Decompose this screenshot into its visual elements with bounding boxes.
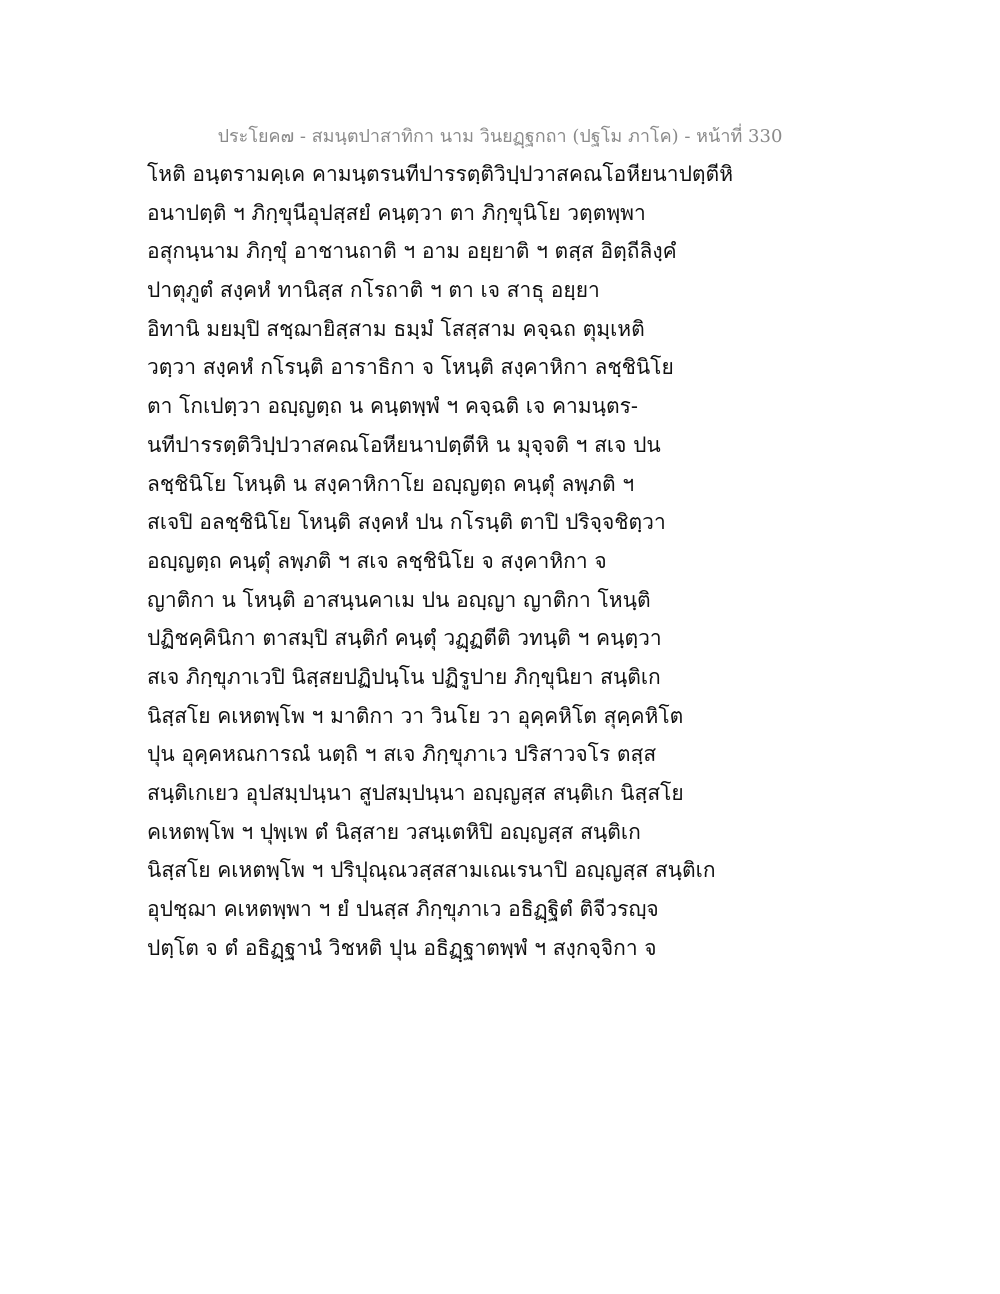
text-line: นิสฺสโย คเหตพฺโพ ฯ มาติกา วา วินโย วา อุคฺคหิโต สุคฺคหิโต [147,703,684,728]
text-line: ตา โกเปตฺวา อญฺญตฺถ น คนฺตพฺพํ ฯ คจฺฉติ เจ คามนฺตร- [147,394,639,419]
text-line: สเจปิ อลชฺชินิโย โหนฺติ สงฺคหํ ปน กโรนฺติ ตาปิ ปริจฺจชิตฺวา [147,510,666,535]
running-header: ประโยค๗ - สมนฺตปาสาทิกา นาม วินยฏฺฐกถา (ปฐโม ภาโค) - หน้าที่ 330 [217,126,783,147]
text-line: สเจ ภิกฺขุภาเวปิ นิสฺสยปฏิปนฺโน ปฏิรูปาย ภิกฺขุนิยา สนฺติเก [147,664,661,689]
text-line: ปฏิชคฺคินิกา ตาสมฺปิ สนฺติกํ คนฺตุํ วฏฺฏตีติ วทนฺติ ฯ คนฺตฺวา [147,626,662,651]
text-line: ปุน อุคฺคหณการณํ นตฺถิ ฯ สเจ ภิกฺขุภาเว ปริสาวจโร ตสฺส [147,742,657,767]
text-line: อญฺญตฺถ คนฺตุํ ลพฺภติ ฯ สเจ ลชฺชินิโย จ สงฺคาหิกา จ [147,548,607,573]
text-line: อิทานิ มยมฺปิ สชฺฌายิสฺสาม ธมฺมํ โสสฺสาม คจฺฉถ ตุมฺเหติ [147,316,645,341]
text-line: สนฺติเกเยว อุปสมฺปนฺนา สูปสมฺปนฺนา อญฺญสฺส สนฺติเก นิสฺสโย [147,781,684,805]
text-line: อุปชฺฌา คเหตพฺพา ฯ ยํ ปนสฺส ภิกฺขุภาเว อธิฏฺฐิตํ ติจีวรญฺจ [147,897,659,922]
text-line: อสุกนฺนาม ภิกฺขุํ อาชานถาติ ฯ อาม อยฺยาติ ฯ ตสฺส อิตฺถีลิงฺคํ [147,239,677,264]
body-text [147,158,847,970]
text-line: ปตฺโต จ ตํ อธิฏฺฐานํ วิชหติ ปุน อธิฏฺฐาตพฺพํ ฯ สงฺกจฺจิกา จ [147,935,657,960]
text-line: ญาติกา น โหนฺติ อาสนฺนคาเม ปน อญฺญา ญาติกา โหนฺติ [147,587,651,612]
text-line: คเหตพฺโพ ฯ ปุพฺเพ ตํ นิสฺสาย วสนฺเตหิปิ อญฺญสฺส สนฺติเก [147,819,641,844]
text-line: นทีปารรตฺติวิปฺปวาสคณโอหียนาปตฺตีหิ น มุจฺจติ ฯ สเจ ปน [147,432,661,457]
text-line: อนาปตฺติ ฯ ภิกฺขุนีอุปสฺสยํ คนฺตฺวา ตา ภิกฺขุนิโย วตฺตพฺพา [147,200,646,225]
text-line: โหติ อนฺตรามคฺเค คามนฺตรนทีปารรตฺติวิปฺปวาสคณโอหียนาปตฺตีหิ [147,162,734,186]
text-line: วตฺวา สงฺคหํ กโรนฺติ อาราธิกา จ โหนฺติ สงฺคาหิกา ลชฺชินิโย [147,355,674,380]
text-line: ลชฺชินิโย โหนฺติ น สงฺคาหิกาโย อญฺญตฺถ คนฺตุํ ลพฺภติ ฯ [147,471,635,496]
text-line: ปาตุภูตํ สงฺคหํ ทานิสฺส กโรถาติ ฯ ตา เจ สาธุ อยฺยา [147,278,600,303]
text-line: นิสฺสโย คเหตพฺโพ ฯ ปริปุณฺณวสฺสสามเณเรนาปิ อญฺญสฺส สนฺติเก [147,858,716,883]
